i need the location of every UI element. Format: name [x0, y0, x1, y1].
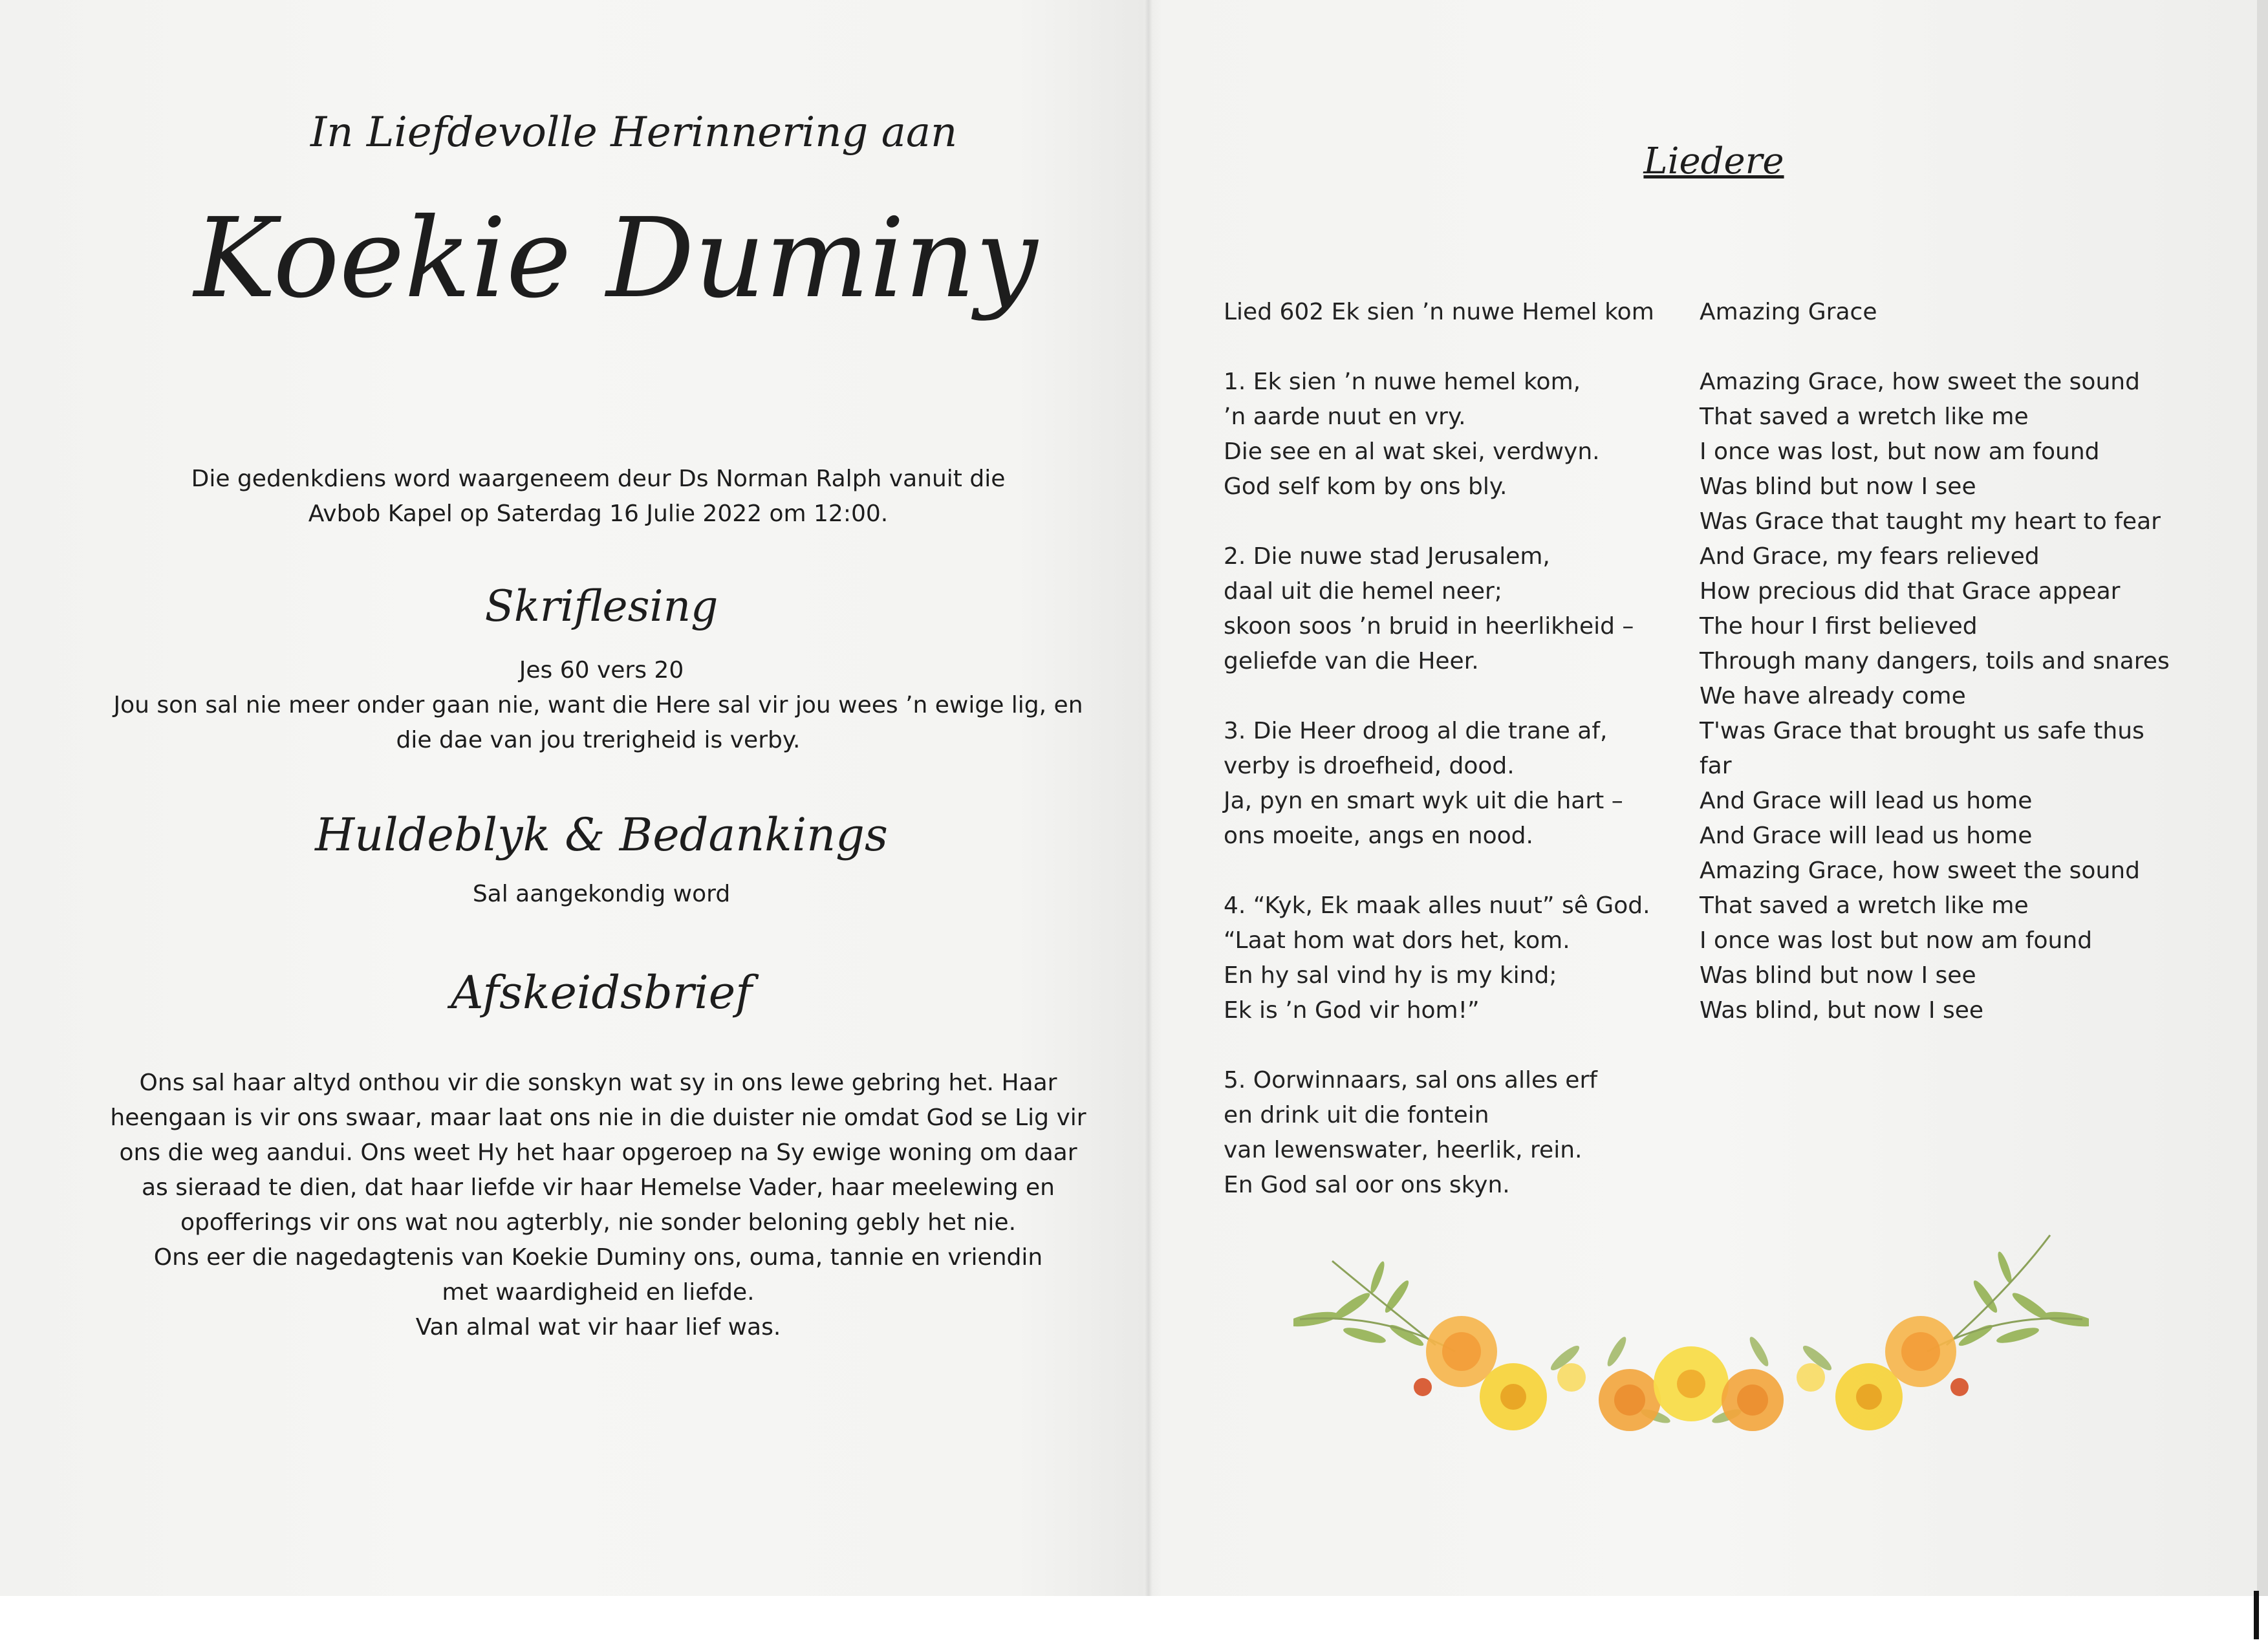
hymn-column — [1224, 295, 1689, 1203]
farewell-text-line: opofferings vir ons wat nou agterbly, nie sonder beloning gebly het nie. — [180, 1209, 1017, 1236]
floral-garland-illustration — [1293, 1222, 2089, 1461]
service-notice — [129, 462, 1067, 532]
hymn-line: Ja, pyn en smart wyk uit die hart – — [1224, 788, 1623, 814]
hymn-line: 1. Ek sien ’n nuwe hemel kom, — [1224, 369, 1581, 395]
flowers — [1414, 1316, 1969, 1431]
hymn-line: 5. Oorwinnaars, sal ons alles erf — [1224, 1067, 1597, 1094]
tributes-text: Sal aangekondig word — [472, 881, 731, 907]
song-line: And Grace will lead us home — [1700, 788, 2033, 814]
hymn-line: En hy sal vind hy is my kind; — [1224, 962, 1557, 989]
hymn-line: 2. Die nuwe stad Jerusalem, — [1224, 543, 1550, 570]
hymn-line: ons moeite, angs en nood. — [1224, 823, 1533, 849]
scripture-text-line: Jou son sal nie meer onder gaan nie, want die Here sal vir jou wees ’n ewige lig, en — [113, 692, 1083, 718]
farewell-text-line: Ons eer die nagedagtenis van Koekie Duminy ons, ouma, tannie en vriendin — [153, 1244, 1043, 1271]
center-fold — [1145, 0, 1152, 1596]
scanner-margin — [0, 1596, 2268, 1649]
song-line: Was blind but now I see — [1700, 473, 1976, 500]
farewell-text-line: ons die weg aandui. Ons weet Hy het haar opgeroep na Sy ewige woning om daar — [119, 1139, 1077, 1166]
farewell-text-line: met waardigheid en liefde. — [442, 1279, 755, 1306]
hymn-line: God self kom by ons bly. — [1224, 473, 1507, 500]
farewell-text — [97, 1066, 1099, 1345]
scripture-heading: Skriflesing — [484, 581, 718, 631]
hymn-line: “Laat hom wat dors het, kom. — [1224, 927, 1570, 954]
songs-heading: Liedere — [1643, 140, 1784, 182]
song-title: Amazing Grace — [1700, 299, 1877, 325]
tributes-heading: Huldeblyk & Bedankings — [315, 808, 888, 861]
farewell-text-line: as sieraad te dien, dat haar liefde vir haar Hemelse Vader, haar meelewing en — [141, 1174, 1055, 1201]
song-line: How precious did that Grace appear — [1700, 578, 2121, 605]
hymn-line: 4. “Kyk, Ek maak alles nuut” sê God. — [1224, 892, 1650, 919]
hymn-line: ’n aarde nuut en vry. — [1224, 404, 1466, 430]
song-line: far — [1700, 753, 1732, 779]
song-line: That saved a wretch like me — [1700, 892, 2029, 919]
hymn-line: skoon soos ’n bruid in heerlikheid – — [1224, 613, 1634, 640]
scanner-edge-mark — [2254, 1591, 2259, 1639]
song-line: Amazing Grace, how sweet the sound — [1700, 369, 2140, 395]
hymn-line: en drink uit die fontein — [1224, 1102, 1489, 1128]
song-line: T'was Grace that brought us safe thus — [1700, 718, 2144, 744]
song-column — [1700, 295, 2170, 1028]
hymn-title: Lied 602 Ek sien ’n nuwe Hemel kom — [1224, 299, 1654, 325]
song-line: And Grace, my fears relieved — [1700, 543, 2040, 570]
service-notice-line: Die gedenkdiens word waargeneem deur Ds Norman Ralph vanuit die — [191, 466, 1006, 492]
song-line: Was Grace that taught my heart to fear — [1700, 508, 2161, 535]
song-line: We have already come — [1700, 683, 1966, 709]
hymn-line: daal uit die hemel neer; — [1224, 578, 1502, 605]
song-line: And Grace will lead us home — [1700, 823, 2033, 849]
song-line: Through many dangers, toils and snares — [1700, 648, 2170, 674]
farewell-text-line: Van almal wat vir haar lief was. — [415, 1314, 781, 1341]
hymn-line: Ek is ’n God vir hom!” — [1224, 997, 1480, 1024]
song-line: That saved a wretch like me — [1700, 404, 2029, 430]
hymn-line: 3. Die Heer droog al die trane af, — [1224, 718, 1608, 744]
deceased-name: Koekie Duminy — [194, 195, 1038, 323]
hymn-line: Die see en al wat skei, verdwyn. — [1224, 438, 1600, 465]
scripture-reference: Jes 60 vers 20 — [519, 657, 684, 684]
service-notice-line: Avbob Kapel op Saterdag 16 Julie 2022 om 12:00. — [308, 501, 889, 527]
memorial-heading: In Liefdevolle Herinnering aan — [310, 109, 958, 156]
hymn-line: geliefde van die Heer. — [1224, 648, 1479, 674]
song-line: I once was lost, but now am found — [1700, 438, 2100, 465]
song-line: Amazing Grace, how sweet the sound — [1700, 857, 2140, 884]
farewell-text-line: Ons sal haar altyd onthou vir die sonskyn wat sy in ons lewe gebring het. Haar — [139, 1070, 1057, 1096]
hymn-line: En God sal oor ons skyn. — [1224, 1172, 1510, 1198]
farewell-heading: Afskeidsbrief — [450, 966, 753, 1019]
song-line: Was blind, but now I see — [1700, 997, 1984, 1024]
scripture-text-line: die dae van jou trerigheid is verby. — [396, 727, 801, 753]
song-line: Was blind but now I see — [1700, 962, 1976, 989]
song-line: The hour I first believed — [1700, 613, 1978, 640]
hymn-line: van lewenswater, heerlik, rein. — [1224, 1137, 1582, 1163]
farewell-text-line: heengaan is vir ons swaar, maar laat ons nie in die duister nie omdat God se Lig vir — [110, 1105, 1086, 1131]
song-line: I once was lost but now am found — [1700, 927, 2093, 954]
scripture-text — [97, 688, 1099, 758]
hymn-line: verby is droefheid, dood. — [1224, 753, 1515, 779]
